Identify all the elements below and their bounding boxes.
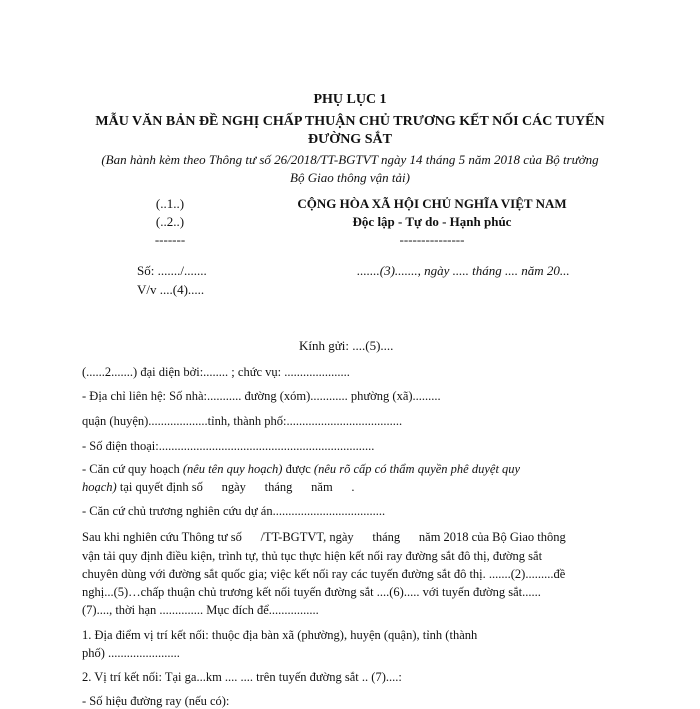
document-title-line-2: ĐƯỜNG SẮT	[308, 132, 392, 147]
request-paragraph-line-3: chuyên dùng với đường sắt quốc gia; việc kết nối ray các tuyến đường sắt đô thị. .......(2).........đề	[82, 567, 566, 581]
request-paragraph-line-1: Sau khi nghiên cứu Thông tư số /TT-BGTVT, ngày tháng năm 2018 của Bộ Giao thông	[82, 530, 566, 544]
document-number: Số: ......./.......	[137, 263, 207, 278]
national-title: CỘNG HÒA XÃ HỘI CHỦ NGHĨA VIỆT NAM	[297, 196, 567, 211]
issuance-note-line-2: Bộ Giao thông vận tải)	[290, 170, 410, 185]
phone-line: - Số điện thoại:.....................................................................	[82, 439, 375, 453]
appendix-heading: PHỤ LỤC 1	[313, 92, 387, 107]
item-1-line-1: 1. Địa điểm vị trí kết nối: thuộc địa bàn xã (phường), huyện (quận), tỉnh (thành	[82, 628, 478, 642]
policy-basis-line: - Căn cứ chủ trương nghiên cứu dự án....................................	[82, 504, 386, 518]
planning-basis-line-1: - Căn cứ quy hoạch (nêu tên quy hoạch) được (nêu rõ cấp có thẩm quyền phê duyệt quy	[82, 462, 521, 476]
place-date-line: .......(3)......., ngày ..... tháng .... năm 20...	[357, 263, 570, 278]
national-motto: Độc lập - Tự do - Hạnh phúc	[352, 214, 512, 229]
issuance-note-line-1: (Ban hành kèm theo Thông tư số 26/2018/TT-BGTVT ngày 14 tháng 5 năm 2018 của Bộ trưởng	[101, 152, 599, 167]
left-divider: -------	[154, 232, 186, 247]
org-line-1: (..1..)	[155, 196, 185, 211]
representative-line: (......2.......) đại diện bởi:........ ; chức vụ: .....................	[82, 365, 350, 379]
subject-reference: V/v ....(4).....	[137, 282, 205, 297]
address-line-1: - Địa chỉ liên hệ: Số nhà:........... đường (xóm)............ phường (xã).........	[82, 389, 441, 403]
item-2-line: 2. Vị trí kết nối: Tại ga...km .... .... trên tuyến đường sắt .. (7)....:	[82, 670, 402, 684]
recipient-line: Kính gửi: ....(5)....	[299, 338, 394, 353]
request-paragraph-line-5: (7)...., thời hạn .............. Mục đích để................	[82, 603, 319, 617]
item-3-line: - Số hiệu đường ray (nếu có):	[82, 694, 230, 708]
planning-basis-line-2: hoạch) tại quyết định số ngày tháng năm .	[82, 480, 355, 494]
address-line-2: quận (huyện)...................tỉnh, thành phố:.....................................	[82, 414, 403, 428]
item-1-line-2: phố) .......................	[82, 646, 180, 660]
request-paragraph-line-2: vận tải quy định điều kiện, trình tự, thủ tục thực hiện kết nối ray đường sắt đô thị, đường sắt	[82, 549, 543, 563]
request-paragraph-line-4: nghị...(5)…chấp thuận chủ trương kết nối tuyến đường sắt ....(6)..... với tuyến đường sắt......	[82, 585, 541, 599]
right-divider: ---------------	[399, 232, 465, 247]
org-line-2: (..2..)	[155, 214, 185, 229]
document-title-line-1: MẪU VĂN BẢN ĐỀ NGHỊ CHẤP THUẬN CHỦ TRƯƠNG KẾT NỐI CÁC TUYẾN	[95, 114, 605, 129]
